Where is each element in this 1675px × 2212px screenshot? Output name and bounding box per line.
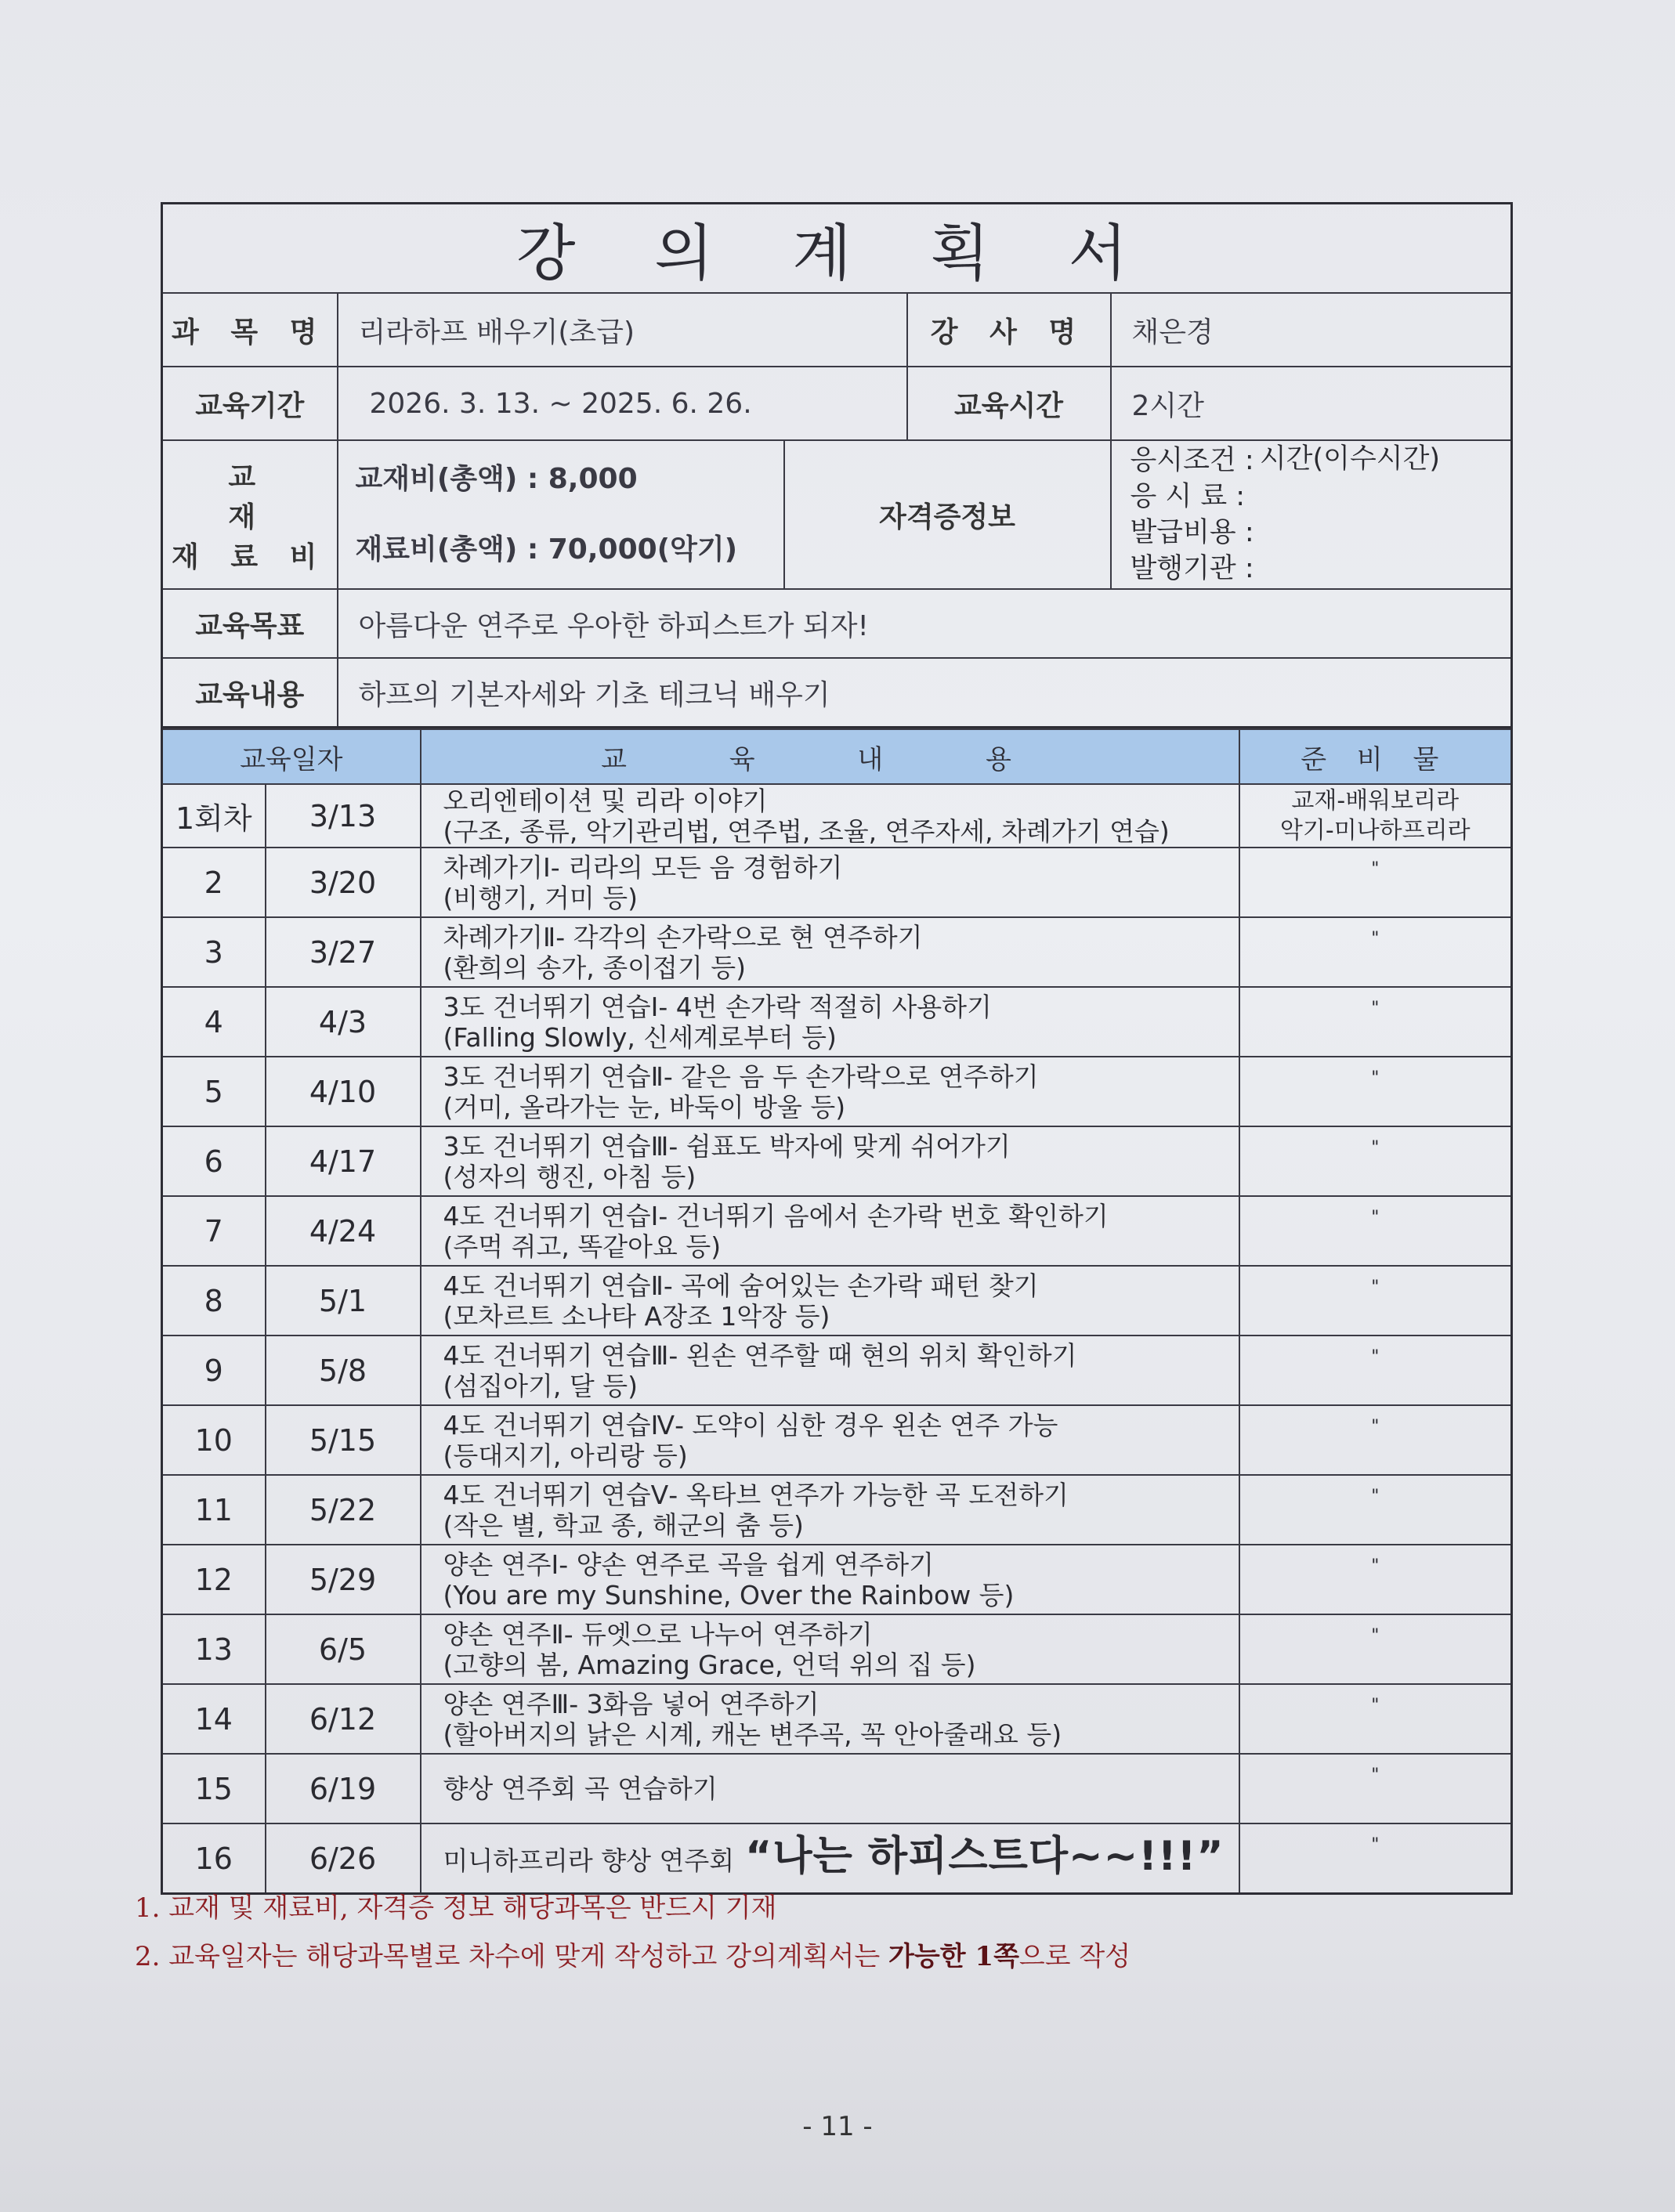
supply-line: " [1371,1766,1380,1785]
session-content [421,1057,1239,1126]
session-number: 2 [162,848,266,917]
supply-line: 교재-배워보리라 [1291,786,1460,815]
session-topic: 오리엔테이션 및 리라 이야기 [443,785,768,816]
session-content [421,1684,1239,1754]
footnote-2-bold: 가능한 1쪽 [888,1941,1019,1972]
session-date: 5/15 [266,1405,421,1475]
session-examples: (주먹 쥐고, 똑같아요 등) [443,1231,722,1262]
session-number: 13 [162,1614,266,1684]
schedule-header-date: 교육일자 [162,729,421,784]
session-topic: 3도 건너뛰기 연습Ⅲ- 쉼표도 박자에 맞게 쉬어가기 [443,1130,1011,1162]
schedule-row [162,917,1512,987]
supply-line: " [1371,1626,1380,1646]
session-number: 15 [162,1754,266,1823]
session-examples: (섬집아기, 달 등) [443,1370,639,1401]
session-content [421,987,1239,1057]
session-number: 9 [162,1336,266,1405]
footnote-1: 1. 교재 및 재료비, 자격증 정보 해당과목은 반드시 기재 [135,1892,777,1924]
session-supplies [1239,1545,1512,1614]
hours-value: 2시간 [1111,367,1512,440]
session-examples: (고향의 봄, Amazing Grace, 언덕 위의 집 등) [443,1649,976,1680]
session-date: 6/12 [266,1684,421,1754]
goal-label: 교육목표 [162,589,338,658]
session-supplies [1239,987,1512,1057]
session-content [421,917,1239,987]
session-supplies [1239,1823,1512,1894]
session-examples: (You are my Sunshine, Over the Rainbow 등) [443,1579,1015,1610]
session-date: 5/8 [266,1336,421,1405]
session-supplies [1239,1336,1512,1405]
session-examples: (Falling Slowly, 신세계로부터 등) [443,1021,837,1053]
session-supplies [1239,1614,1512,1684]
session-supplies [1239,1126,1512,1196]
session-content [421,848,1239,917]
cert-hours-note: 시간(이수시간) [1259,443,1441,475]
textbook-fee: 교재비(총액) : 8,000 [355,463,638,495]
session-examples: (작은 별, 학교 종, 해군의 춤 등) [443,1509,804,1541]
session-date: 3/20 [266,848,421,917]
period-value: 2026. 3. 13. ~ 2025. 6. 26. [338,367,907,440]
session-topic: 차례가기Ⅰ- 리라의 모든 음 경험하기 [443,851,843,883]
session-topic: 미니하프리라 향상 연주회 [443,1845,735,1876]
session-supplies [1239,1405,1512,1475]
session-number: 16 [162,1823,266,1894]
supply-line: " [1371,1417,1380,1437]
schedule-row [162,1405,1512,1475]
session-date: 4/3 [266,987,421,1057]
schedule-row [162,1684,1512,1754]
session-topic: 4도 건너뛰기 연습Ⅳ- 도약이 심한 경우 왼손 연주 가능 [443,1409,1058,1440]
session-date: 5/29 [266,1545,421,1614]
session-content [421,1405,1239,1475]
session-supplies [1239,1196,1512,1266]
session-date: 6/19 [266,1754,421,1823]
page-number: - 11 - [802,2111,873,2142]
period-label: 교육기간 [162,367,338,440]
session-topic: 양손 연주Ⅲ- 3화음 넣어 연주하기 [443,1688,819,1719]
session-date: 5/1 [266,1266,421,1336]
supply-line: " [1371,1835,1380,1855]
session-date: 3/13 [266,784,421,848]
subject-label: 과 목 명 [162,293,338,367]
recital-slogan: “나는 하피스트다~~!!!” [745,1832,1225,1880]
document-title: 강 의 계 획 서 [162,204,1512,294]
supply-line: " [1371,1347,1380,1367]
hours-label: 교육시간 [907,367,1111,440]
footnotes [135,1884,1131,1981]
cert-info [1111,440,1512,589]
session-number: 10 [162,1405,266,1475]
schedule-row [162,1614,1512,1684]
session-examples: (모차르트 소나타 A장조 1악장 등) [443,1300,830,1332]
session-number: 3 [162,917,266,987]
session-number: 1회차 [162,784,266,848]
cert-fee: 응 시 료 : [1130,481,1246,512]
session-topic: 4도 건너뛰기 연습Ⅰ- 건너뛰기 음에서 손가락 번호 확인하기 [443,1200,1109,1231]
supply-line: " [1371,1556,1380,1576]
session-number: 8 [162,1266,266,1336]
session-examples: (등대지기, 아리랑 등) [443,1440,688,1471]
session-examples: (거미, 올라가는 눈, 바둑이 방울 등) [443,1091,846,1122]
session-topic: 4도 건너뛰기 연습Ⅲ- 왼손 연주할 때 현의 위치 확인하기 [443,1339,1077,1371]
schedule-header-content: 교 육 내 용 [421,729,1239,784]
session-examples: (성자의 행진, 아침 등) [443,1161,696,1192]
lecture-plan-form [161,202,1510,1895]
schedule-row [162,1336,1512,1405]
supply-line: " [1371,1278,1380,1297]
session-topic: 4도 건너뛰기 연습Ⅱ- 곡에 숨어있는 손가락 패턴 찾기 [443,1270,1039,1301]
cert-label: 자격증정보 [784,440,1111,589]
schedule-row [162,1754,1512,1823]
session-content [421,1196,1239,1266]
materials-label-line2: 재 료 비 [172,540,328,573]
cert-issue-cost: 발급비용 : [1130,517,1254,548]
schedule-row [162,1475,1512,1545]
supply-line: " [1371,1068,1380,1088]
schedule-row [162,1126,1512,1196]
session-date: 3/27 [266,917,421,987]
schedule-row [162,1196,1512,1266]
session-content [421,1614,1239,1684]
session-topic: 3도 건너뛰기 연습Ⅱ- 같은 음 두 손가락으로 연주하기 [443,1061,1039,1092]
session-date: 4/17 [266,1126,421,1196]
session-content [421,1475,1239,1545]
session-date: 4/24 [266,1196,421,1266]
session-number: 14 [162,1684,266,1754]
supply-line: " [1371,1138,1380,1158]
session-supplies [1239,1057,1512,1126]
footnote-2 [135,1932,1131,1981]
session-supplies [1239,1475,1512,1545]
session-supplies [1239,1684,1512,1754]
subject-value: 리라하프 배우기(초급) [338,293,907,367]
schedule-table [161,728,1513,1895]
materials-label [162,440,338,589]
session-date: 6/26 [266,1823,421,1894]
session-number: 6 [162,1126,266,1196]
session-topic: 향상 연주회 곡 연습하기 [443,1773,718,1804]
session-number: 11 [162,1475,266,1545]
supply-line: " [1371,1208,1380,1227]
session-content [421,1336,1239,1405]
cert-condition: 응시조건 : [1130,445,1254,476]
session-examples: (비행기, 거미 등) [443,882,639,913]
supply-line: " [1371,1696,1380,1715]
session-date: 4/10 [266,1057,421,1126]
cert-issuer: 발행기관 : [1130,553,1254,584]
session-content [421,1266,1239,1336]
session-content [421,1126,1239,1196]
materials-label-line1: 교 재 [228,461,303,533]
schedule-row [162,987,1512,1057]
session-content [421,784,1239,848]
session-number: 4 [162,987,266,1057]
content-value: 하프의 기본자세와 기초 테크닉 배우기 [338,658,1512,728]
supply-line: " [1371,1487,1380,1506]
session-supplies [1239,848,1512,917]
schedule-row [162,1057,1512,1126]
schedule-row [162,1266,1512,1336]
session-examples: (할아버지의 낡은 시계, 캐논 변주곡, 꼭 안아줄래요 등) [443,1719,1062,1750]
session-date: 5/22 [266,1475,421,1545]
materials-values [338,440,784,589]
session-examples: (환희의 송가, 종이접기 등) [443,952,747,983]
content-label: 교육내용 [162,658,338,728]
supply-line: " [1371,859,1380,879]
session-date: 6/5 [266,1614,421,1684]
session-examples: (구조, 종류, 악기관리법, 연주법, 조율, 연주자세, 차례가기 연습) [443,815,1170,847]
supply-line: " [1371,929,1380,949]
instructor-label: 강 사 명 [907,293,1111,367]
session-number: 12 [162,1545,266,1614]
session-supplies [1239,1754,1512,1823]
session-number: 7 [162,1196,266,1266]
session-topic: 차례가기Ⅱ- 각각의 손가락으로 현 연주하기 [443,921,923,952]
header-table [161,202,1513,728]
schedule-row [162,1545,1512,1614]
session-topic: 4도 건너뛰기 연습Ⅴ- 옥타브 연주가 가능한 곡 도전하기 [443,1479,1069,1510]
session-content [421,1545,1239,1614]
footnote-2-text: 2. 교육일자는 해당과목별로 차수에 맞게 작성하고 강의계획서는 [135,1941,889,1972]
session-supplies [1239,1266,1512,1336]
goal-value: 아름다운 연주로 우아한 하피스트가 되자! [338,589,1512,658]
schedule-header-prep: 준 비 물 [1239,729,1512,784]
session-supplies [1239,917,1512,987]
session-supplies [1239,784,1512,848]
instructor-value: 채은경 [1111,293,1512,367]
session-topic: 3도 건너뛰기 연습Ⅰ- 4번 손가락 적절히 사용하기 [443,991,992,1022]
session-content [421,1754,1239,1823]
session-number: 5 [162,1057,266,1126]
footnote-2-tail: 으로 작성 [1018,1941,1131,1972]
schedule-body [162,784,1512,1894]
session-topic: 양손 연주Ⅰ- 양손 연주로 곡을 쉽게 연주하기 [443,1549,935,1580]
material-fee: 재료비(총액) : 70,000(악기) [355,533,738,566]
supply-line: 악기-미나하프리라 [1279,816,1471,844]
session-topic: 양손 연주Ⅱ- 듀엣으로 나누어 연주하기 [443,1618,873,1650]
supply-line: " [1371,999,1380,1018]
schedule-row [162,784,1512,848]
schedule-row [162,848,1512,917]
